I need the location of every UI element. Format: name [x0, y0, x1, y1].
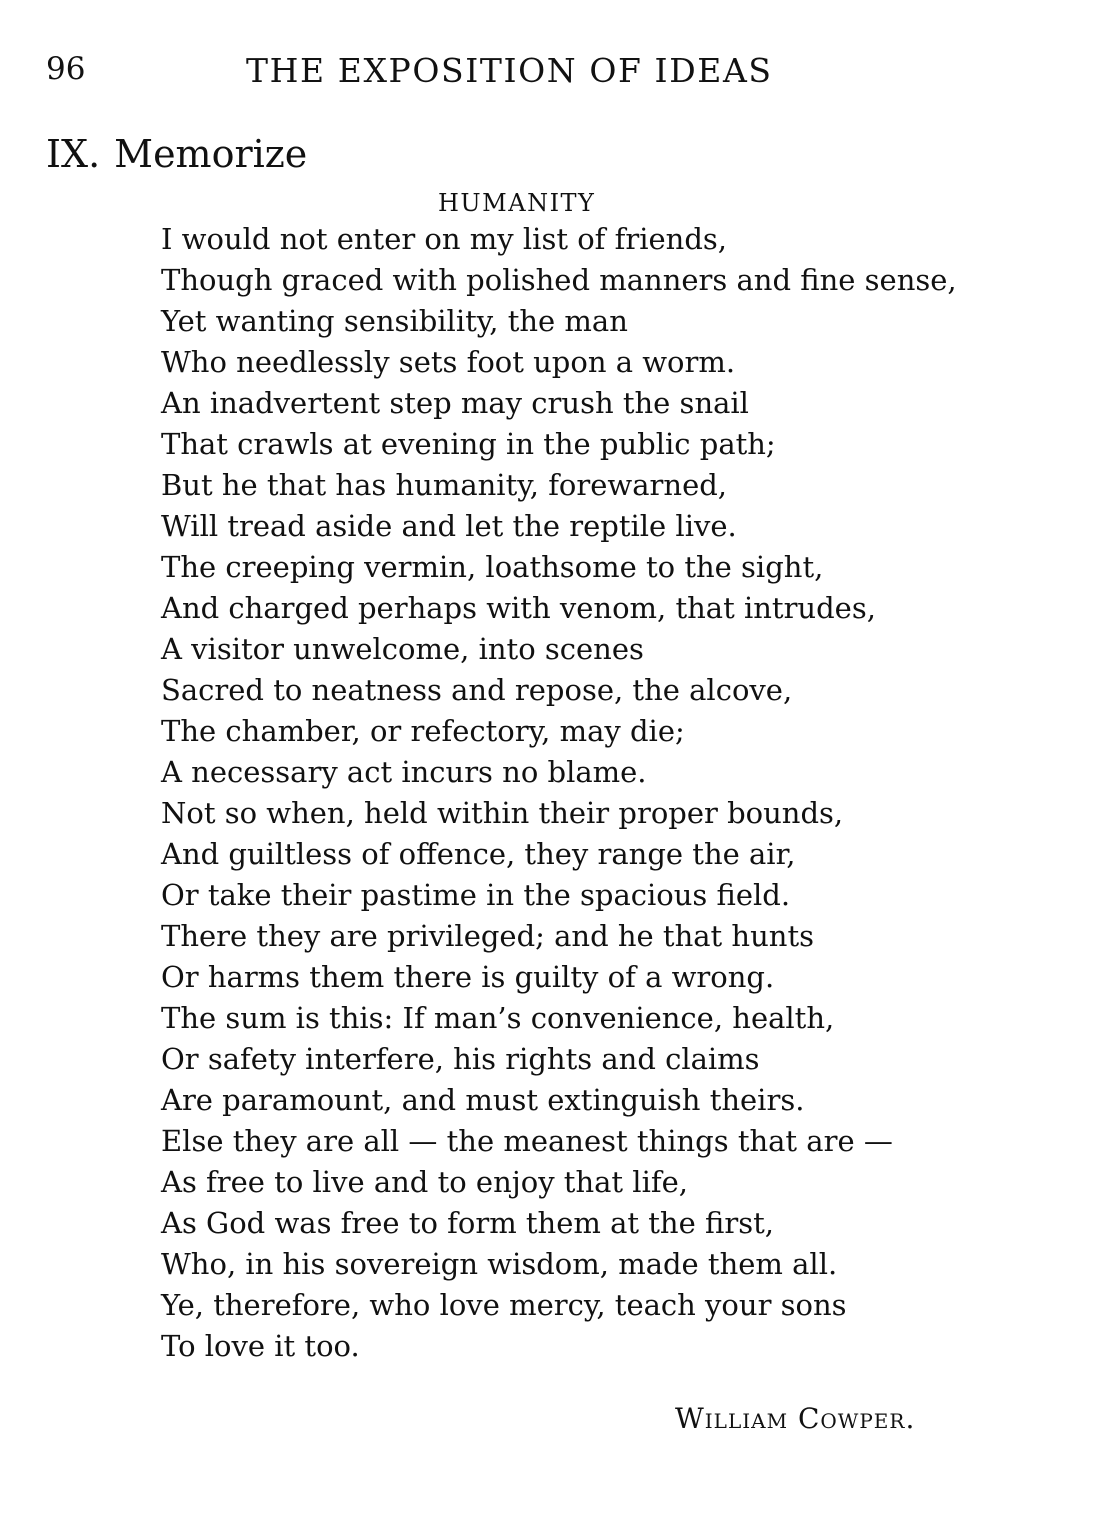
section-heading [46, 132, 308, 176]
poem-line: A necessary act incurs no blame. [161, 755, 647, 789]
poem-line: The sum is this: If man’s convenience, health, [161, 1001, 835, 1035]
running-head: THE EXPOSITION OF IDEAS [246, 51, 773, 90]
poem-line: An inadvertent step may crush the snail [161, 386, 749, 420]
section-title: Memorize [114, 132, 308, 176]
poem-line: Or safety interfere, his rights and claims [161, 1042, 760, 1076]
poem-line: Sacred to neatness and repose, the alcove, [161, 673, 793, 707]
poem-title: HUMANITY [438, 189, 596, 217]
poem-line: The chamber, or refectory, may die; [161, 714, 685, 748]
poem-author: William Cowper. [675, 1402, 916, 1435]
poem-line: And guiltless of offence, they range the air, [161, 837, 796, 871]
poem-line: Yet wanting sensibility, the man [161, 304, 628, 338]
poem-line: Ye, therefore, who love mercy, teach your sons [161, 1288, 847, 1322]
poem-line: Are paramount, and must extinguish theirs. [161, 1083, 805, 1117]
poem-line: Though graced with polished manners and fine sense, [161, 263, 957, 297]
poem-line: Will tread aside and let the reptile live. [161, 509, 737, 543]
poem-line: Who needlessly sets foot upon a worm. [161, 345, 736, 379]
section-number: IX. [46, 132, 101, 176]
poem-line: As free to live and to enjoy that life, [161, 1165, 688, 1199]
poem-line: And charged perhaps with venom, that intrudes, [161, 591, 876, 625]
poem-line: I would not enter on my list of friends, [161, 222, 727, 256]
poem-line: Or harms them there is guilty of a wrong. [161, 960, 775, 994]
poem-line: As God was free to form them at the first, [161, 1206, 774, 1240]
poem-line: Not so when, held within their proper bounds, [161, 796, 844, 830]
poem-line: Who, in his sovereign wisdom, made them all. [161, 1247, 838, 1281]
poem-line: That crawls at evening in the public path; [161, 427, 776, 461]
poem-line: But he that has humanity, forewarned, [161, 468, 728, 502]
poem-line: To love it too. [161, 1329, 360, 1363]
page-number: 96 [46, 51, 86, 87]
poem-line: Or take their pastime in the spacious field. [161, 878, 791, 912]
poem-line: There they are privileged; and he that hunts [161, 919, 814, 953]
poem-lines [161, 219, 1071, 1367]
poem-line: The creeping vermin, loathsome to the sight, [161, 550, 824, 584]
poem-line: A visitor unwelcome, into scenes [161, 632, 644, 666]
poem-line: Else they are all — the meanest things that are — [161, 1124, 893, 1158]
